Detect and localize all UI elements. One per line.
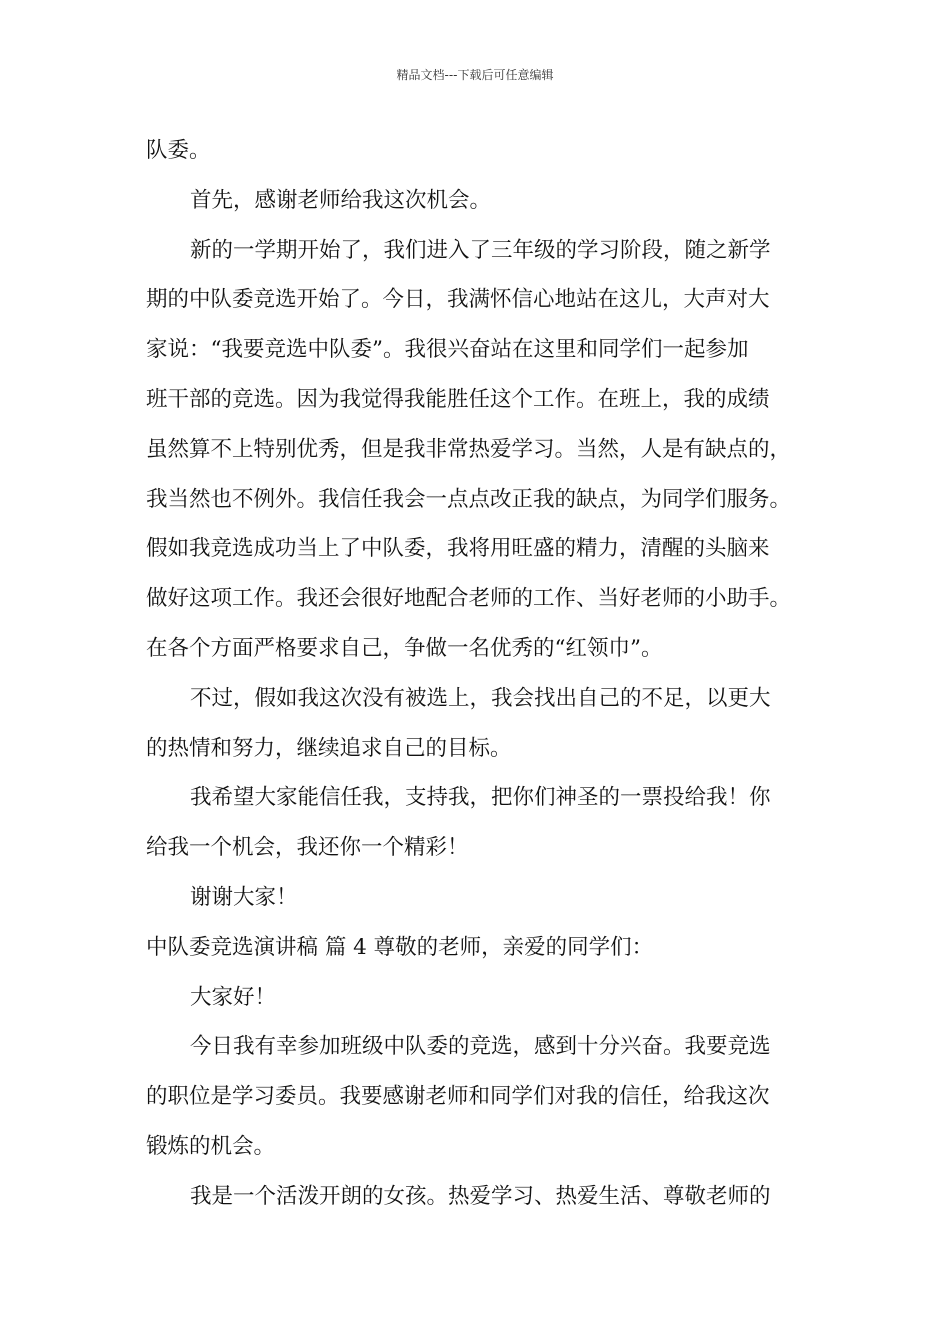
text-line: 的热情和努力，继续追求自己的目标。 [146, 735, 512, 761]
text-line: 给我一个机会，我还你一个精彩！ [146, 835, 469, 861]
text-line: 大家好！ [190, 984, 277, 1010]
document-body [146, 126, 826, 1222]
text-line: 中队委竞选演讲稿 篇 4 尊敬的老师，亲爱的同学们： [146, 934, 654, 960]
text-line: 在各个方面严格要求自己，争做一名优秀的“红领巾”。 [146, 635, 663, 661]
text-line: 队委。 [146, 138, 211, 163]
text-line: 家说：“我要竞选中队委”。我很兴奋站在这里和同学们一起参加 [146, 337, 749, 363]
text-line: 的职位是学习委员。我要感谢老师和同学们对我的信任，给我这次 [146, 1084, 770, 1110]
text-line: 虽然算不上特别优秀，但是我非常热爱学习。当然，人是有缺点的， [146, 436, 792, 462]
text-line: 做好这项工作。我还会很好地配合老师的工作、当好老师的小助手。 [146, 586, 792, 612]
text-line: 期的中队委竞选开始了。今日，我满怀信心地站在这儿，大声对大 [146, 287, 770, 313]
text-line: 班干部的竞选。因为我觉得我能胜任这个工作。在班上，我的成绩 [146, 386, 770, 412]
text-line: 假如我竞选成功当上了中队委，我将用旺盛的精力，清醒的头脑来 [146, 536, 770, 562]
text-line: 我当然也不例外。我信任我会一点点改正我的缺点，为同学们服务。 [146, 486, 792, 512]
text-line: 我希望大家能信任我，支持我，把你们神圣的一票投给我！你 [190, 785, 771, 811]
text-line: 我是一个活泼开朗的女孩。热爱学习、热爱生活、尊敬老师的 [190, 1183, 771, 1209]
text-line: 新的一学期开始了，我们进入了三年级的学习阶段，随之新学 [190, 237, 771, 263]
text-line: 谢谢大家！ [190, 884, 298, 910]
text-line: 不过，假如我这次没有被选上，我会找出自己的不足，以更大 [190, 685, 771, 711]
text-line: 今日我有幸参加班级中队委的竞选，感到十分兴奋。我要竞选 [190, 1034, 771, 1060]
page-header: 精品文档---下载后可任意编辑 [396, 68, 554, 82]
text-line: 首先，感谢老师给我这次机会。 [190, 187, 492, 213]
text-line: 锻炼的机会。 [146, 1133, 276, 1159]
